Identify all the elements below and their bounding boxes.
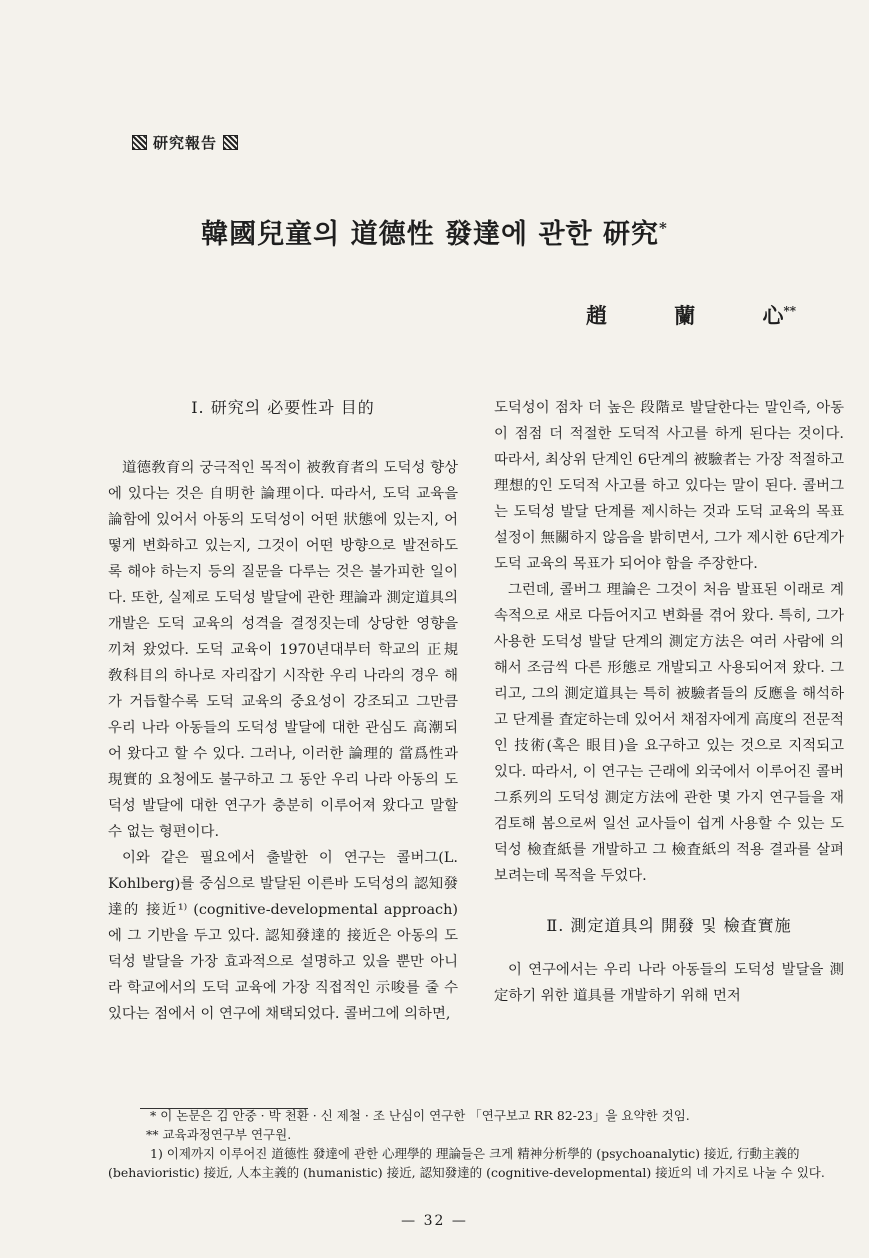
footnotes xyxy=(108,1106,848,1182)
left-column xyxy=(108,395,458,1027)
section-1-heading: Ⅰ. 研究의 必要性과 目的 xyxy=(191,398,375,417)
hatch-square-icon xyxy=(223,135,238,150)
body-paragraph: 그런데, 콜버그 理論은 그것이 처음 발표된 이래로 계속적으로 새로 다듬어지고 변화를 겪어 왔다. 특히, 그가 사용한 도덕성 발달 단계의 測定方法은 여러 사람에 의해서 조금씩 다른 形態로 개발되고 사용되어져 왔다. 그리고, 그의 測定道具는 특히 被驗者들의 反應을 해석하고 단계를 査定하는데 있어서 채점자에게 高度의 전문적인 技術(혹은 眼目)을 요구하고 있는 것으로 지적되고 있다. 따라서, 이 연구는 근래에 외국에서 이루어진 콜버그系列의 도덕성 測定方法에 관한 몇 가지 연구들을 재검토해 봄으로써 일선 교사들이 쉽게 사용할 수 있는 도덕성 檢査紙를 개발하고 그 檢査紙의 적용 결과를 살펴 보려는데 목적을 두었다. xyxy=(494,582,844,884)
author-char: 蘭 xyxy=(674,303,696,328)
footnote: 1) 이제까지 이루어진 道德性 發達에 관한 心理學的 理論들은 크게 精神分析學的 (psychoanalytic) 接近, 行動主義的 (behavioristic) 接近, 人本主義的 (humanistic) 接近, 認知發達的 (cognitive-developmental) 接近의 네 가지로 나눌 수 있다. xyxy=(108,1146,825,1180)
article-title xyxy=(0,212,869,251)
page-number: — 32 — xyxy=(401,1213,468,1229)
author-char: 趙 xyxy=(586,303,607,328)
right-column xyxy=(494,395,844,1009)
section-label xyxy=(132,132,238,153)
section-2-heading: Ⅱ. 測定道具의 開發 및 檢査實施 xyxy=(546,916,792,935)
footnote: * 이 논문은 김 안중 · 박 천환 · 신 제철 · 조 난심이 연구한 「연구보고 RR 82-23」을 요약한 것임. xyxy=(150,1108,690,1123)
body-paragraph: 도덕성이 점차 더 높은 段階로 발달한다는 말인즉, 아동이 점점 더 적절한 도덕적 사고를 하게 된다는 것이다. 따라서, 최상위 단계인 6단계의 被驗者는 가장 적절하고 理想的인 도덕적 사고를 하고 있다는 말이 된다. 콜버그는 도덕성 발달 단계를 제시하는 것과 도덕 교육의 목표 설정이 無關하지 않음을 밝히면서, 그가 제시한 6단계가 도덕 교육의 목표가 되어야 함을 주장한다. xyxy=(494,400,844,572)
footnote: ** 교육과정연구부 연구원. xyxy=(146,1127,292,1142)
body-paragraph: 이 연구에서는 우리 나라 아동들의 도덕성 발달을 測定하기 위한 道具를 개발하기 위해 먼저 xyxy=(494,962,844,1004)
section-label-text: 研究報告 xyxy=(153,134,218,152)
title-footnote-mark: * xyxy=(659,219,668,237)
author-footnote-mark: ** xyxy=(783,304,796,318)
body-paragraph: 道德敎育의 궁극적인 목적이 被敎育者의 도덕성 향상에 있다는 것은 自明한 論理이다. 따라서, 도덕 교육을 論함에 있어서 아동의 도덕성이 어떤 狀態에 있는지, 어떻게 변화하고 있는지, 그것이 어떤 방향으로 발전하도록 해야 하는지 등의 질문을 다루는 것은 불가피한 일이다. 또한, 실제로 도덕성 발달에 관한 理論과 測定道具의 개발은 도덕 교육의 성격을 결정짓는데 상당한 영향을 끼쳐 왔었다. 도덕 교육이 1970년대부터 학교의 正規 敎科目의 하나로 자리잡기 시작한 우리 나라의 경우 해가 거듭할수록 도덕 교육의 중요성이 강조되고 그만큼 우리 나라 아동들의 도덕성 발달에 대한 관심도 高潮되어 왔다고 할 수 있다. 그러나, 이러한 論理的 當爲性과 現實的 요청에도 불구하고 그 동안 우리 나라 아동의 도덕성 발달에 대한 연구가 충분히 이루어져 왔다고 말할 수 없는 형편이다. xyxy=(108,460,458,840)
author-name xyxy=(586,300,796,330)
hatch-square-icon xyxy=(132,135,147,150)
body-paragraph: 이와 같은 필요에서 출발한 이 연구는 콜버그(L. Kohlberg)를 중심으로 발달된 이른바 도덕성의 認知發達的 接近¹⁾ (cognitive-developmental approach)에 그 기반을 두고 있다. 認知發達的 接近은 아동의 도덕성 발달을 가장 효과적으로 설명하고 있을 뿐만 아니라 학교에서의 도덕 교육에 가장 직접적인 示唆를 줄 수 있다는 점에서 이 연구에 채택되었다. 콜버그에 의하면, xyxy=(108,850,458,1022)
author-char-last: 心** xyxy=(762,303,796,328)
article-title-text: 韓國兒童의 道德性 發達에 관한 研究 xyxy=(201,219,660,250)
